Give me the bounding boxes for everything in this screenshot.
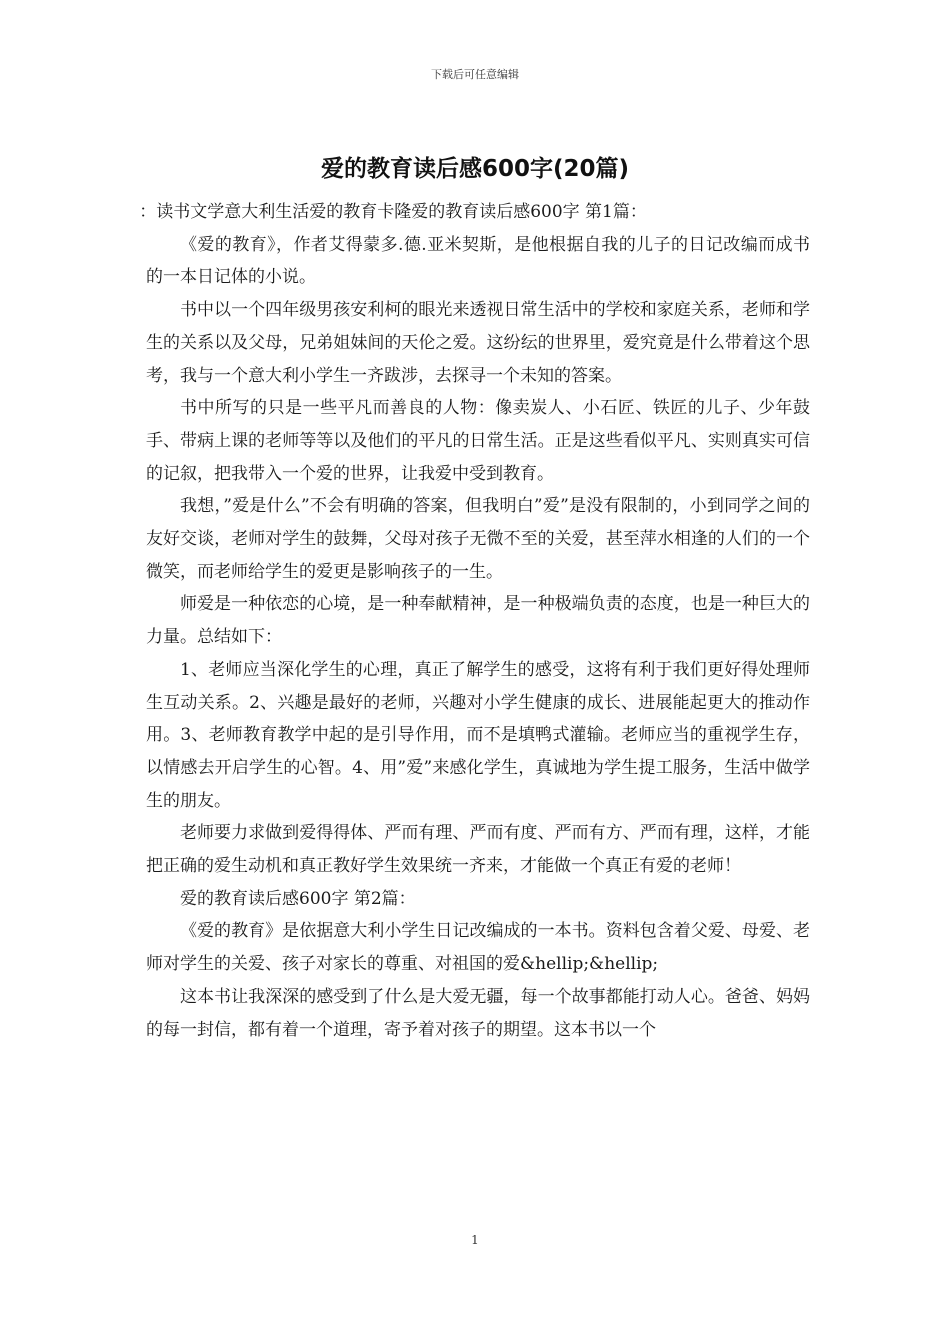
paragraph: 书中所写的只是一些平凡而善良的人物：像卖炭人、小石匠、铁匠的儿子、少年鼓手、带病上课的老师等等以及他们的平凡的日常生活。正是这些看似平凡、实则真实可信的记叙，把我带入一个爱的世界，让我爱中受到教育。 [146, 398, 810, 484]
paragraph: 我想，”爱是什么”不会有明确的答案，但我明白”爱”是没有限制的，小到同学之间的友好交谈，老师对学生的鼓舞，父母对孩子无微不至的关爱，甚至萍水相逢的人们的一个微笑，而老师给学生的爱更是影响孩子的一生。 [146, 496, 810, 582]
section-heading: 爱的教育读后感600字 第2篇： [180, 888, 416, 909]
paragraph: 师爱是一种依恋的心境，是一种奉献精神，是一种极端负责的态度，也是一种巨大的力量。总结如下： [146, 594, 810, 648]
paragraph: 这本书让我深深的感受到了什么是大爱无疆，每一个故事都能打动人心。爸爸、妈妈的每一封信，都有着一个道理，寄予着对孩子的期望。这本书以一个 [146, 986, 810, 1040]
document-title: 爱的教育读后感600字(20篇) [320, 156, 630, 182]
paragraph-intro: ：读书文学意大利生活爱的教育卡隆爱的教育读后感600字 第1篇： [139, 202, 647, 222]
document-body [139, 196, 810, 1046]
header-note: 下载后可任意编辑 [431, 68, 519, 81]
paragraph: 《爱的教育》，作者艾得蒙多.德.亚米契斯，是他根据自我的儿子的日记改编而成书的一本日记体的小说。 [146, 234, 810, 288]
paragraph: 1、老师应当深化学生的心理，真正了解学生的感受，这将有利于我们更好得处理师生互动关系。2、兴趣是最好的老师，兴趣对小学生健康的成长、进展能起更大的推动作用。3、老师教育教学中起的是引导作用，而不是填鸭式灌输。老师应当的重视学生存，以情感去开启学生的心智。4、用”爱”来感化学生，真诚地为学生提工服务，生活中做学生的朋友。 [146, 659, 810, 811]
page-number: 1 [471, 1233, 479, 1247]
paragraph: 书中以一个四年级男孩安利柯的眼光来透视日常生活中的学校和家庭关系，老师和学生的关系以及父母，兄弟姐妹间的天伦之爱。这纷纭的世界里，爱究竟是什么带着这个思考，我与一个意大利小学生一齐跋涉，去探寻一个未知的答案。 [146, 300, 810, 386]
paragraph: 老师要力求做到爱得得体、严而有理、严而有度、严而有方、严而有理，这样，才能把正确的爱生动机和真正教好学生效果统一齐来，才能做一个真正有爱的老师！ [146, 823, 810, 877]
paragraph: 《爱的教育》是依据意大利小学生日记改编成的一本书。资料包含着父爱、母爱、老师对学生的关爱、孩子对家长的尊重、对祖国的爱&hellip;&hellip; [146, 921, 810, 975]
